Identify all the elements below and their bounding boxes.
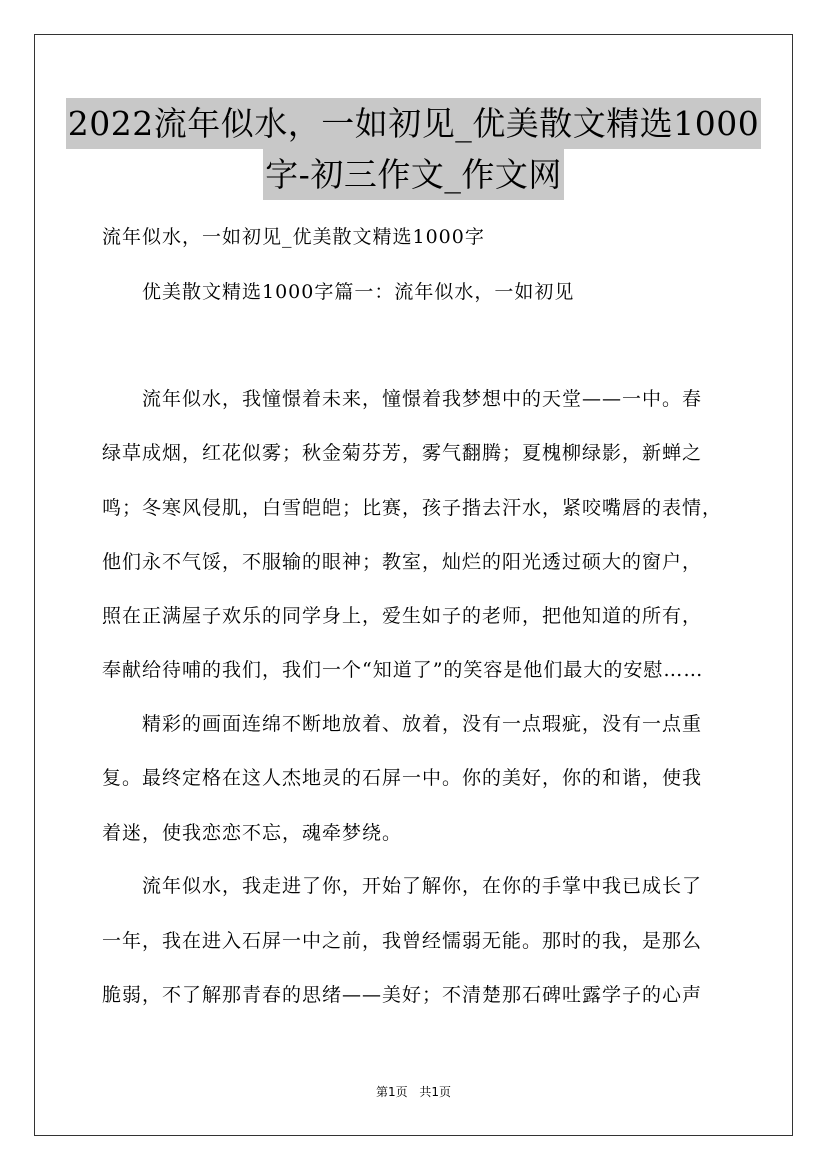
document-title [60,98,767,200]
paragraph-line: 脆弱，不了解那青春的思绪——美好；不清楚那石碑吐露学子的心声 [102,984,703,1006]
paragraph-line: 奉献给待哺的我们，我们一个“知道了”的笑容是他们最大的安慰…… [102,659,704,681]
section-heading: 优美散文精选1000字篇一：流年似水，一如初见 [142,281,575,303]
paragraph-line: 绿草成烟，红花似雾；秋金菊芬芳，雾气翻腾；夏槐柳绿影，新蝉之 [102,442,703,464]
subtitle-line: 流年似水，一如初见_优美散文精选1000字 [102,226,485,248]
page-footer [0,1083,827,1100]
paragraph-line: 一年，我在进入石屏一中之前，我曾经懦弱无能。那时的我，是那么 [102,930,703,952]
paragraph-line: 鸣；冬寒风侵肌，白雪皑皑；比赛，孩子揩去汗水，紧咬嘴唇的表情， [102,497,723,519]
paragraph-line: 复。最终定格在这人杰地灵的石屏一中。你的美好，你的和谐，使我 [102,767,703,789]
paragraph-line: 精彩的画面连绵不断地放着、放着，没有一点瑕疵，没有一点重 [142,713,703,735]
paragraph-line: 流年似水，我憧憬着未来，憧憬着我梦想中的天堂——一中。春 [142,388,703,410]
paragraph-line: 着迷，使我恋恋不忘，魂牵梦绕。 [102,822,403,844]
page-number: 第1页 [375,1085,408,1099]
paragraph-line: 流年似水，我走进了你，开始了解你，在你的手掌中我已成长了 [142,875,703,897]
title-line-1: 2022流年似水，一如初见_优美散文精选1000 [66,98,761,149]
paragraph-line: 他们永不气馁，不服输的眼神；教室，灿烂的阳光透过硕大的窗户， [102,551,703,573]
title-line-2: 字-初三作文_作文网 [263,149,564,200]
paragraph-line: 照在正满屋子欢乐的同学身上，爱生如子的老师，把他知道的所有， [102,605,703,627]
page-total: 共1页 [419,1085,452,1099]
